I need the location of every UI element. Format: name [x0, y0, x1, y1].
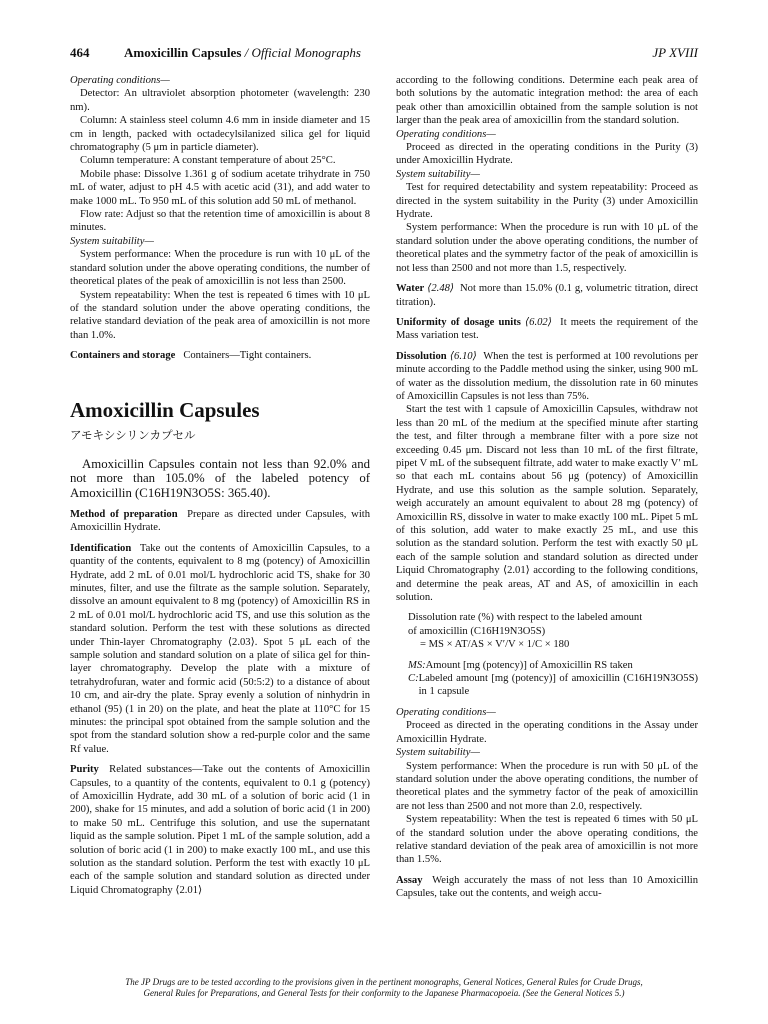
monograph-title: Amoxicillin Capsules	[70, 397, 260, 422]
footer-line-2: General Rules for Preparations, and General Tests for their conformity to the Japanese Pharmacopoeia. (See the General Notices 5.)	[143, 988, 625, 998]
water-reference: ⟨2.48⟩	[427, 283, 455, 295]
purity-text: Related substances—Take out the contents of Amoxicillin Capsules, to a quantity of the contents, equivalent to 0.1 g (potency) of Amoxicillin Hydrate, add 30 mL of a solution of boric acid (1 in 200), shake for 15 minutes, and add a solution of boric acid (1 in 200) to make 50 mL. Centrifuge this solution, and use the supernatant liquid as the sample solution. Pipet 1 mL of the sample solution, add a solution of boric acid (1 in 200) to make exactly 100 mL, and use this solution as the standard solution. Perform the test with exactly 10 μL each of the sample solution and standard solution as directed under Liquid Chromatography ⟨2.01⟩	[70, 764, 370, 896]
uniformity-text: It meets the requirement of the Mass variation test.	[396, 316, 699, 342]
detectability-text: Test for required detectability and system repeatability: Proceed as directed in the system suitability in the Purity (3) under Amoxicillin Hydrate.	[396, 182, 698, 221]
column-text: Column: A stainless steel column 4.6 mm in inside diameter and 15 cm in length, packed with octadecylsilanized silica gel for liquid chromatography (5 μm in particle diameter).	[70, 115, 370, 154]
running-title-sub: Official Monographs	[251, 45, 361, 60]
identification-text: Take out the contents of Amoxicillin Capsules, to a quantity of the contents, equivalent to 8 mg (potency) of Amoxicillin Hydrate, add 2 mL of 0.01 mol/L hydrochloric acid TS, shake for 30 minutes, filter, and use the filtrate as the sample solution. Separately, dissolve an amount equivalent to 8 mg (potency) of Amoxicillin RS in 2 mL of 0.01 mol/L hydrochloric acid TS, and use this solution as the standard solution. Perform the test with these solutions as directed under Thin-layer Chromatography ⟨2.03⟩. Spot 5 μL each of the sample solution and standard solution on a plate of silica gel for thin-layer chromatography. Develop the plate with a mixture of tetrahydrofuran, water and formic acid (50:5:2) to a distance of about 10 cm, and air-dry the plate. Spray evenly a solution of ninhydrin in ethanol (95) (1 in 20) on the plate, and heat the plate at 110°C for 15 minutes: the principal spot obtained from the sample solution and the spot from the standard solution show a red-purple color and the same Rf value.	[70, 542, 370, 755]
water-text: Not more than 15.0% (0.1 g, volumetric titration, direct titration).	[396, 283, 699, 308]
edition-label: JP XVIII	[652, 45, 698, 60]
operating-conditions-label-2: Operating conditions—	[396, 706, 496, 718]
page-number: 464	[70, 45, 90, 60]
method-text: Prepare as directed under Capsules, with Amoxicillin Hydrate.	[70, 508, 371, 534]
assay-section	[396, 874, 698, 901]
detector-text: Detector: An ultraviolet absorption photometer (wavelength: 230 nm).	[70, 88, 370, 113]
purity-section	[70, 763, 370, 897]
definition-ms	[408, 659, 698, 672]
purity-heading: Purity	[70, 764, 99, 776]
assay-heading: Assay	[396, 874, 423, 886]
running-title-separator: /	[241, 45, 252, 60]
identification-section	[70, 542, 370, 757]
page-header	[70, 45, 698, 61]
monograph-japanese-name: アモキシシリンカプセル	[70, 427, 196, 442]
system-suitability-label-2: System suitability—	[396, 747, 480, 759]
water-section	[396, 282, 698, 309]
footer-line-1: The JP Drugs are to be tested according to the provisions given in the pertinent monographs, General Notices, General Rules for Crude Drugs,	[125, 977, 643, 987]
dissolution-text: When the test is performed at 100 revolutions per minute according to the Paddle method using the sinker, using 900 mL of water as the dissolution medium, the dissolution rate in 60 minutes of Amoxicillin Capsules is not less than 75%.	[396, 350, 698, 402]
containers-section	[70, 349, 370, 362]
dissolution-reference: ⟨6.10⟩	[449, 350, 477, 362]
identification-heading: Identification	[70, 542, 132, 554]
running-title-main: Amoxicillin Capsules	[124, 45, 242, 60]
water-heading: Water	[396, 283, 425, 295]
dissolution-procedure-text: Start the test with 1 capsule of Amoxicillin Capsules, withdraw not less than 20 mL of the medium at the specified minute after starting the test, and filter through a membrane filter with a pore size not exceeding 0.45 μm. Discard not less than 10 mL of the first filtrate, pipet V mL of the subsequent filtrate, add water to make exactly V′ mL so that each mL contains about 56 μg (potency) of Amoxicillin Hydrate, and use this solution as the sample solution. Separately, weigh accurately an amount equivalent to about 28 mg (potency) of Amoxicillin RS, dissolve in water to make exactly 100 mL. Pipet 5 mL of this solution, add water to make exactly 25 mL, and use this solution as the standard solution. Perform the test with exactly 50 μL each of the sample solution and standard solution as directed under Liquid Chromatography ⟨2.01⟩ according to the following conditions, and determine the peak areas, AT and AS, of amoxicillin in each solution.	[396, 404, 698, 604]
running-title	[124, 45, 361, 61]
system-performance-text-2: System performance: When the procedure is run with 50 μL of the standard solution under the above operating conditions, the number of theoretical plates and the symmetry factor of the peak of amoxicillin are not less than 2500 and not more than 2.0, respectively.	[396, 760, 698, 812]
operating-conditions-text: Proceed as directed in the operating conditions in the Purity (3) under Amoxicillin Hydrate.	[396, 142, 698, 167]
formula-line-3: = MS × AT/AS × V′/V × 1/C × 180	[420, 639, 570, 651]
right-column	[396, 74, 698, 901]
formula-line-1: Dissolution rate (%) with respect to the labeled amount	[408, 612, 643, 624]
operating-conditions-label: Operating conditions—	[70, 75, 170, 86]
purity-continuation: according to the following conditions. Determine each peak area of both solutions by the automatic integration method: the area of each peak other than amoxicillin obtained from the sample solution is not larger than the peak area of amoxicillin from the standard solution.	[396, 75, 698, 127]
method-section	[70, 508, 370, 535]
method-heading: Method of preparation	[70, 508, 178, 520]
formula-line-2: of amoxicillin (C16H19N3O5S)	[408, 625, 546, 637]
system-performance-text: System performance: When the procedure is run with 10 μL of the standard solution under the above operating conditions, the number of theoretical plates of the peak of amoxicillin is not less than 2500.	[70, 249, 370, 288]
system-suitability-label: System suitability—	[70, 235, 154, 247]
mobile-phase-text: Mobile phase: Dissolve 1.361 g of sodium acetate trihydrate in 750 mL of water, adjust to pH 4.5 with acetic acid (31), and add water to make 1000 mL. To 950 mL of this solution add 50 mL of methanol.	[70, 168, 370, 207]
definition-c	[408, 672, 698, 699]
page-footer	[70, 977, 698, 999]
definition-ms-key: MS:	[408, 659, 426, 671]
definition-c-value: Labeled amount [mg (potency)] of amoxicillin (C16H19N3O5S) in 1 capsule	[418, 673, 698, 698]
operating-conditions-label: Operating conditions—	[396, 128, 496, 140]
operating-conditions-text-2: Proceed as directed in the operating conditions in the Assay under Amoxicillin Hydrate.	[396, 720, 698, 745]
uniformity-section	[396, 316, 698, 343]
formula-definitions	[396, 659, 698, 699]
system-repeatability-text: System repeatability: When the test is repeated 6 times with 10 μL of the standard solution under the above operating conditions, the relative standard deviation of the peak area of amoxicillin is not more than 1.0%.	[70, 289, 370, 341]
assay-text: Weigh accurately the mass of not less than 10 Amoxicillin Capsules, take out the contents, and weigh accu-	[396, 874, 698, 900]
dissolution-section	[396, 350, 698, 404]
containers-text: Containers—Tight containers.	[183, 350, 312, 362]
monograph-lead: Amoxicillin Capsules contain not less than 92.0% and not more than 105.0% of the labeled potency of Amoxicillin (C16H19N3O5S: 365.40).	[70, 456, 370, 501]
dissolution-heading: Dissolution	[396, 350, 447, 362]
definition-ms-value: Amount [mg (potency)] of Amoxicillin RS taken	[425, 659, 633, 671]
containers-heading: Containers and storage	[70, 350, 176, 362]
system-suitability-label: System suitability—	[396, 168, 480, 180]
system-repeatability-text-2: System repeatability: When the test is repeated 6 times with 50 μL of the standard solution under the above operating conditions, the relative standard deviation of the peak area of amoxicillin is not more than 1.5%.	[396, 814, 698, 866]
uniformity-reference: ⟨6.02⟩	[525, 316, 552, 328]
left-column	[70, 74, 370, 897]
definition-c-key: C:	[408, 673, 419, 685]
dissolution-formula	[396, 611, 698, 651]
system-performance-text: System performance: When the procedure is run with 10 μL of the standard solution under the above operating conditions, the number of theoretical plates and the symmetry factor of the peak of amoxicillin is not less than 2500 and not more than 1.5, respectively.	[396, 222, 698, 274]
flow-rate-text: Flow rate: Adjust so that the retention time of amoxicillin is about 8 minutes.	[70, 209, 370, 234]
uniformity-heading: Uniformity of dosage units	[396, 316, 521, 328]
column-temperature-text: Column temperature: A constant temperature of about 25°C.	[80, 155, 336, 167]
